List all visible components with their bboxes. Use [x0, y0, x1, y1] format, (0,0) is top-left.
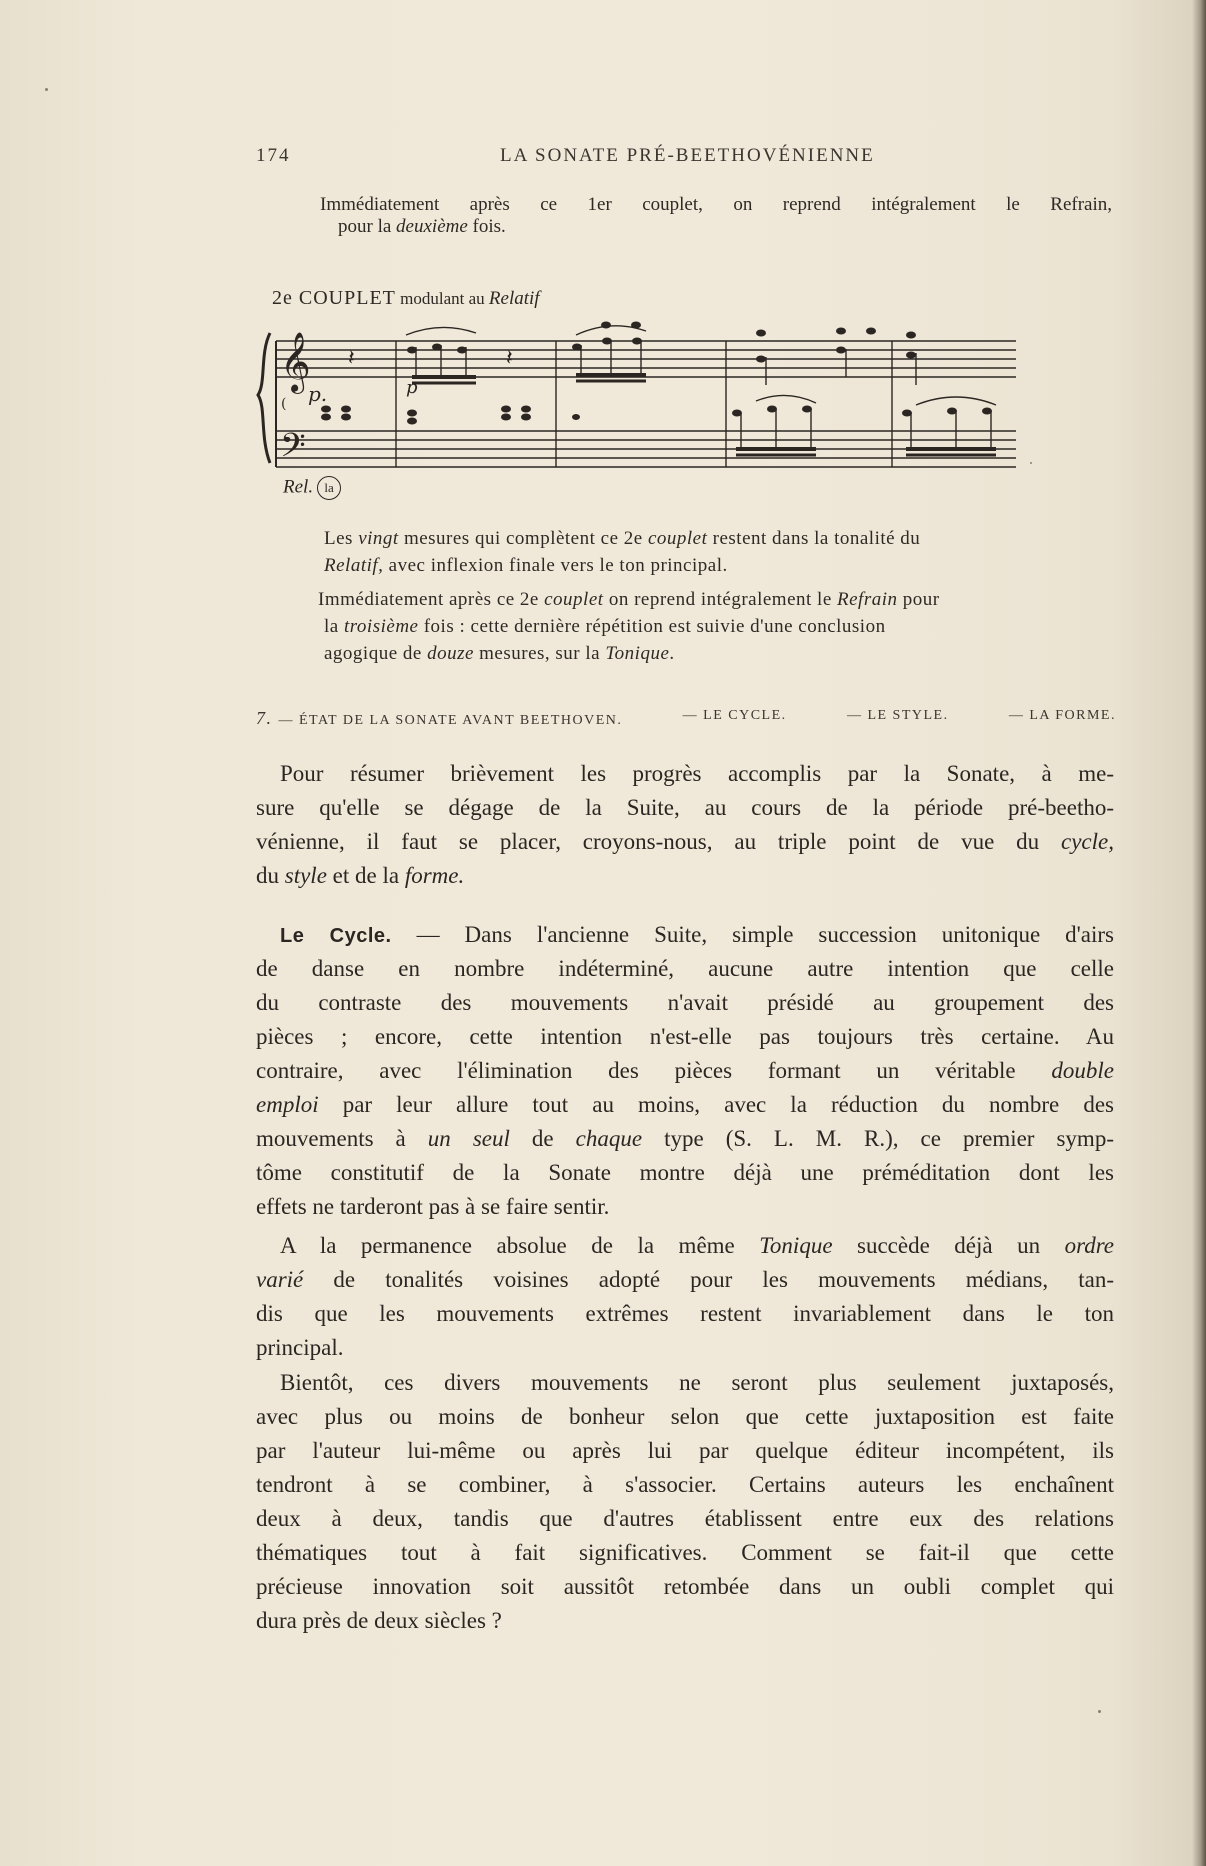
paragraph-lead: Le Cycle.: [280, 925, 392, 947]
section-heading: [256, 708, 1116, 729]
text-run: par leur allure tout au moins, avec la réduction du nombre des: [318, 1092, 1114, 1117]
italic-run: style: [284, 863, 327, 888]
italic-run: emploi: [256, 1092, 319, 1117]
body-paragraph-2: [256, 918, 1114, 1224]
svg-text:𝄽: 𝄽: [506, 346, 513, 371]
text-line: effets ne tarderont pas à se faire sentir.: [256, 1194, 610, 1219]
text-run: type (S. L. M. R.), ce premier symp-: [642, 1126, 1114, 1151]
text-run: mesures, sur la: [473, 643, 606, 664]
paper-speck: [45, 88, 48, 91]
text-line: [256, 1088, 1114, 1122]
italic-run: douze: [427, 643, 474, 664]
text-run: vénienne, il faut se placer, croyons-nous, au triple point de vue du: [256, 829, 1062, 854]
text-run: fois.: [467, 216, 506, 237]
text-run: restent dans la tonalité du: [707, 528, 921, 549]
text-line: du contraste des mouvements n'avait présidé au groupement des: [256, 990, 1114, 1015]
italic-run: couplet: [544, 589, 604, 610]
italic-run: cycle,: [1061, 829, 1114, 854]
text-run: pour: [897, 589, 940, 610]
text-line: thématiques tout à fait significatives. Comment se fait-il que cette: [256, 1540, 1114, 1565]
intro-line-1: Immédiatement après ce 1er couplet, on reprend intégralement le Refrain,: [320, 194, 1112, 215]
section-number: 7.: [256, 708, 273, 728]
text-line: [256, 1229, 1114, 1263]
text-run: .: [669, 643, 675, 664]
rel-circle: la: [317, 476, 341, 500]
italic-run: forme.: [404, 863, 465, 888]
italic-run: chaque: [575, 1126, 643, 1151]
text-run: A la permanence absolue de la même: [280, 1233, 760, 1258]
text-line: tôme constitutif de la Sonate montre déjà une préméditation dont les: [256, 1160, 1114, 1185]
text-line: deux à deux, tandis que d'autres établissent entre eux des relations: [256, 1506, 1114, 1531]
text-run: agogique de: [324, 643, 428, 664]
italic-run: troisième: [343, 616, 419, 637]
italic-run: vingt: [358, 528, 399, 549]
text-run: — Dans l'ancienne Suite, simple succession unitonique d'airs: [391, 922, 1114, 947]
svg-text:𝄞: 𝄞: [280, 332, 311, 392]
text-line: précieuse innovation soit aussitôt retombée dans un oubli complet qui: [256, 1574, 1114, 1599]
note-line: [324, 555, 728, 576]
body-paragraph-4: [256, 1366, 1114, 1638]
note-line: [324, 613, 1114, 640]
text-run: avec inflexion finale vers le ton principal.: [383, 555, 728, 576]
italic-run: Tonique: [605, 643, 670, 664]
italic-run: ordre: [1064, 1233, 1115, 1258]
section-part: — LA FORME.: [1008, 708, 1116, 723]
caption-italic: Relatif: [488, 288, 540, 309]
text-line: Pour résumer brièvement les progrès accomplis par la Sonate, à me-: [280, 761, 1114, 786]
text-run: mesures qui complètent ce 2e: [398, 528, 648, 549]
svg-text:(: (: [281, 396, 287, 412]
body-paragraph-1: [256, 757, 1114, 893]
text-run: de tonalités voisines adopté pour les mouvements médians, tan-: [303, 1267, 1114, 1292]
text-run: Immédiatement après ce 2e: [318, 589, 545, 610]
page-number: 174: [256, 145, 291, 166]
note-line: [318, 586, 1114, 613]
text-run: pour la: [338, 216, 397, 237]
section-part: — LE CYCLE.: [682, 708, 787, 723]
text-line: dis que les mouvements extrêmes restent invariablement dans le ton: [256, 1301, 1114, 1326]
text-run: succède déjà un: [832, 1233, 1065, 1258]
text-line: dura près de deux siècles ?: [256, 1608, 502, 1633]
example-caption: [272, 287, 540, 310]
text-run: Les: [324, 528, 359, 549]
italic-run: varié: [256, 1267, 304, 1292]
text-run: mouvements à: [256, 1126, 428, 1151]
text-line: avec plus ou moins de bonheur selon que cette juxtaposition est faite: [256, 1404, 1114, 1429]
text-run: on reprend intégralement le: [603, 589, 837, 610]
text-run: et de la: [326, 863, 405, 888]
italic-run: un seul: [427, 1126, 510, 1151]
caption-small: modulant au: [395, 289, 489, 308]
running-title: LA SONATE PRÉ-BEETHOVÉNIENNE: [500, 145, 875, 166]
text-run: la: [324, 616, 344, 637]
text-line: tendront à se combiner, à s'associer. Certains auteurs les enchaînent: [256, 1472, 1114, 1497]
section-title: — ÉTAT DE LA SONATE AVANT BEETHOVEN.: [278, 713, 623, 728]
text-line: par l'auteur lui-même ou après lui par quelque éditeur incompétent, ils: [256, 1438, 1114, 1463]
music-score: [256, 313, 1026, 483]
caption-main: 2e COUPLET: [272, 287, 396, 309]
relative-key-label: [283, 476, 341, 500]
italic-run: couplet: [647, 528, 708, 549]
italic-run: Relatif,: [324, 555, 384, 576]
text-line: pièces ; encore, cette intention n'est-elle pas toujours très certaine. Au: [256, 1024, 1114, 1049]
body-paragraph-3: [256, 1229, 1114, 1365]
text-line: [256, 825, 1114, 859]
rel-text: Rel.: [283, 476, 314, 498]
text-line: [256, 918, 1114, 952]
text-run: contraire, avec l'élimination des pièces formant un véritable: [256, 1058, 1052, 1083]
intro-line-2: [338, 214, 506, 240]
italic-run: deuxième: [396, 216, 468, 237]
section-part: — LE STYLE.: [846, 708, 949, 723]
text-run: de: [509, 1126, 576, 1151]
text-line: [256, 1054, 1114, 1088]
text-line: de danse en nombre indéterminé, aucune autre intention que celle: [256, 956, 1114, 981]
dynamic-mark: p.: [308, 382, 328, 406]
page-edge-shadow: [1192, 0, 1206, 1866]
text-run: fois : cette dernière répétition est suivie d'une conclusion: [418, 616, 886, 637]
text-line: [256, 1263, 1114, 1297]
italic-run: Refrain: [837, 589, 898, 610]
text-line: principal.: [256, 1335, 344, 1360]
section-part: [256, 708, 622, 729]
text-line: [256, 859, 1114, 893]
note-paragraph-2: [318, 586, 1114, 667]
text-run: du: [256, 863, 285, 888]
dynamic-mark: p: [406, 377, 418, 398]
note-line: [324, 525, 1114, 552]
svg-text:𝄢: 𝄢: [280, 427, 306, 473]
note-line: [324, 640, 1114, 667]
text-line: sure qu'elle se dégage de la Suite, au cours de la période pré-beetho-: [256, 795, 1114, 820]
text-line: [256, 1122, 1114, 1156]
italic-run: double: [1051, 1058, 1114, 1083]
running-header: [256, 145, 876, 171]
svg-text:𝄽: 𝄽: [348, 346, 355, 371]
paper-speck: [1098, 1710, 1101, 1713]
italic-run: Tonique: [759, 1233, 833, 1258]
note-paragraph-1: [324, 525, 1114, 579]
text-line: Bientôt, ces divers mouvements ne seront plus seulement juxtaposés,: [280, 1370, 1114, 1395]
paper-speck: [1030, 462, 1032, 464]
